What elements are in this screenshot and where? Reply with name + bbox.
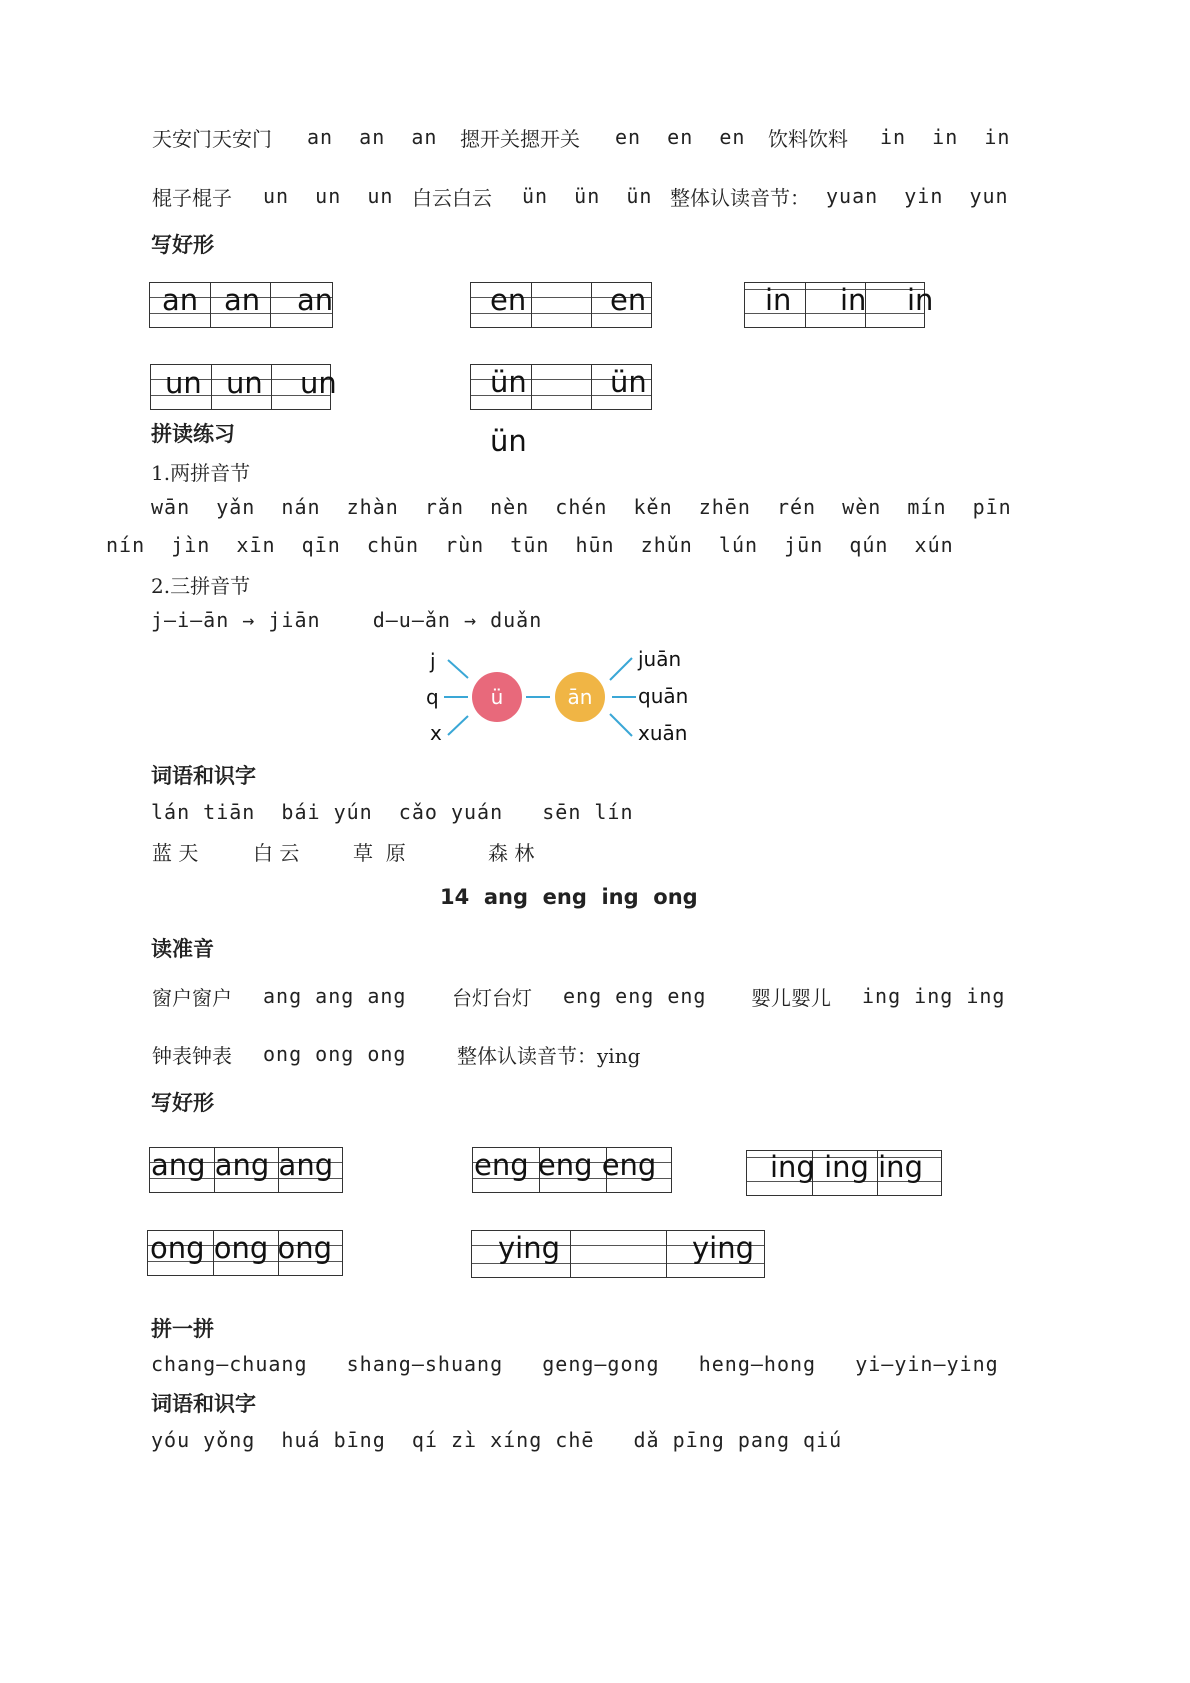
grid-label: ing ing ing xyxy=(770,1150,923,1184)
initial-x: x xyxy=(430,721,442,745)
word-baiyun2: 白 云 xyxy=(253,841,300,865)
pinyin-an: an an an xyxy=(307,125,438,149)
grid-label: en xyxy=(610,283,647,317)
grid-label: ün xyxy=(610,365,647,399)
result-quan: quān xyxy=(638,684,689,708)
heading-spell: 拼一拼 xyxy=(151,1317,214,1341)
grid-label: ang ang ang xyxy=(151,1148,334,1182)
pinyin-ang: ang ang ang xyxy=(263,984,407,1008)
final-label: ān xyxy=(567,685,593,709)
word-chuanghu: 窗户窗户 xyxy=(152,986,232,1010)
two-part-line-2: nín jìn xīn qīn chūn rùn tūn hūn zhǔn lún jūn qún xún xyxy=(106,533,954,557)
pinyin-in: in in in xyxy=(880,125,1011,149)
grid-label: un xyxy=(300,366,337,400)
grid-label-extra: ün xyxy=(490,424,527,458)
heading-write-shape-14: 写好形 xyxy=(151,1091,214,1115)
pinyin-eng: eng eng eng xyxy=(563,984,707,1008)
grid-label: en xyxy=(490,283,527,317)
two-part-line-1: wān yǎn nán zhàn rǎn nèn chén kěn zhēn rén wèn mín pīn xyxy=(151,495,1012,519)
word-zhongbiao: 钟表钟表 xyxy=(152,1044,232,1068)
word-baiyun: 白云白云 xyxy=(412,186,492,210)
pinyin-yu: ün ün ün xyxy=(522,184,653,208)
heading-two-part: 1.两拼音节 xyxy=(151,461,251,485)
word-enkaiguan: 摁开关摁开关 xyxy=(460,127,580,151)
grid-label: an xyxy=(297,283,334,317)
medial-label: ü xyxy=(490,685,504,709)
pinyin-un: un un un xyxy=(263,184,394,208)
label-whole-syllable: 整体认读音节： xyxy=(670,186,810,210)
word-gunzi: 棍子棍子 xyxy=(152,186,232,210)
word-yinliao: 饮料饮料 xyxy=(768,127,848,151)
grid-label: in xyxy=(840,283,867,317)
grid-label: ying xyxy=(692,1231,755,1265)
heading-read: 读准音 xyxy=(151,937,214,961)
grid-label: un xyxy=(165,366,202,400)
word-yinger: 婴儿婴儿 xyxy=(751,986,831,1010)
spell-line: chang—chuang shang—shuang geng—gong heng—hong yi—yin—ying xyxy=(151,1352,999,1376)
connector-line xyxy=(448,660,468,678)
connector-line xyxy=(610,658,632,680)
pinyin-ing: ing ing ing xyxy=(862,984,1006,1008)
pinyin-ong: ong ong ong xyxy=(263,1042,407,1066)
grid-label: in xyxy=(907,283,934,317)
grid-label: in xyxy=(765,283,792,317)
grid-label: eng eng eng xyxy=(474,1148,657,1182)
three-part-line: j—i—ān → jiān d—u—ǎn → duǎn xyxy=(151,608,543,632)
word-senlin: 森 林 xyxy=(488,841,535,865)
word-caoyuan: 草 原 xyxy=(353,841,406,865)
pinyin-whole-syllables: yuan yin yun xyxy=(826,184,1009,208)
spelling-diagram xyxy=(420,640,720,750)
heading-words-14: 词语和识字 xyxy=(151,1392,256,1416)
connector-line xyxy=(610,714,632,736)
pinyin-en: en en en xyxy=(615,125,746,149)
initial-j: j xyxy=(430,649,436,673)
heading-write-shape: 写好形 xyxy=(151,233,214,257)
grid-label: an xyxy=(162,283,199,317)
word-taideng: 台灯台灯 xyxy=(452,986,532,1010)
words-pinyin-14: yóu yǒng huá bīng qí zì xíng chē dǎ pīng pang qiú xyxy=(151,1428,843,1452)
heading-three-part: 2.三拼音节 xyxy=(151,574,251,598)
word-tiananmen: 天安门天安门 xyxy=(152,127,272,151)
heading-words: 词语和识字 xyxy=(151,764,256,788)
lesson-title: 14 ang eng ing ong xyxy=(440,885,698,909)
grid-label: ün xyxy=(490,365,527,399)
result-xuan: xuān xyxy=(638,721,688,745)
grid-label: un xyxy=(226,366,263,400)
label-whole-syllable-ying: 整体认读音节：ying xyxy=(457,1044,641,1068)
initial-q: q xyxy=(426,685,439,709)
result-juan: juān xyxy=(638,647,682,671)
word-lantian: 蓝 天 xyxy=(152,841,199,865)
connector-line xyxy=(448,716,468,735)
grid-label: an xyxy=(224,283,261,317)
grid-label: ong ong ong xyxy=(150,1231,333,1265)
words-pinyin: lán tiān bái yún cǎo yuán sēn lín xyxy=(151,800,634,824)
heading-practice: 拼读练习 xyxy=(151,422,235,446)
grid-label: ying xyxy=(498,1231,561,1265)
